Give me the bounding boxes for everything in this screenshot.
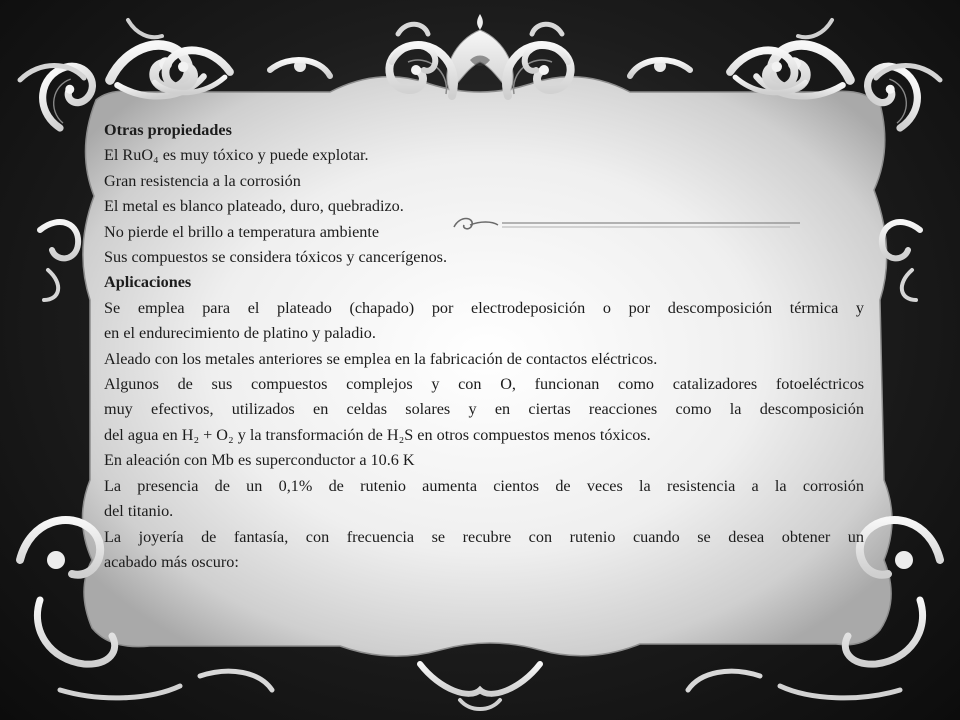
slide-body-text — [104, 118, 864, 575]
text-line: El metal es blanco plateado, duro, quebradizo. — [104, 197, 404, 216]
text-line: Aleado con los metales anteriores se emplea en la fabricación de contactos eléctricos. — [104, 349, 658, 368]
text-line: En aleación con Mb es superconductor a 10.6 K — [104, 451, 415, 470]
text-line: La presencia de un 0,1% de rutenio aumenta cientos de veces la resistencia a la corrosión — [104, 476, 864, 495]
text-line: Sus compuestos se considera tóxicos y cancerígenos. — [104, 248, 448, 267]
text-line: No pierde el brillo a temperatura ambiente — [104, 222, 380, 241]
bottom-center-ornament — [420, 664, 540, 709]
text-line: Algunos de sus compuestos complejos y con O, funcionan como catalizadores fotoeléctricos — [104, 375, 864, 394]
text-line: Se emplea para el plateado (chapado) por electrodeposición o por descomposición térmica y — [104, 298, 864, 317]
text-line: muy efectivos, utilizados en celdas solares y en ciertas reacciones como la descomposición — [104, 400, 864, 419]
right-side-ornament — [882, 222, 920, 300]
left-side-ornament — [40, 222, 78, 300]
text-line: en el endurecimiento de platino y paladio. — [104, 324, 376, 343]
text-line: Gran resistencia a la corrosión — [104, 171, 301, 190]
section-heading: Otras propiedades — [104, 121, 232, 139]
text-line: El RuO₄ es muy tóxico y puede explotar. — [104, 146, 369, 165]
text-line: La joyería de fantasía, con frecuencia se recubre con rutenio cuando se desea obtener un — [104, 527, 864, 546]
text-line: acabado más oscuro: — [104, 552, 239, 571]
text-line: del agua en H₂ + O₂ y la transformación de H₂S en otros compuestos menos tóxicos. — [104, 425, 651, 444]
text-line: del titanio. — [104, 502, 174, 521]
section-heading: Aplicaciones — [104, 273, 192, 292]
